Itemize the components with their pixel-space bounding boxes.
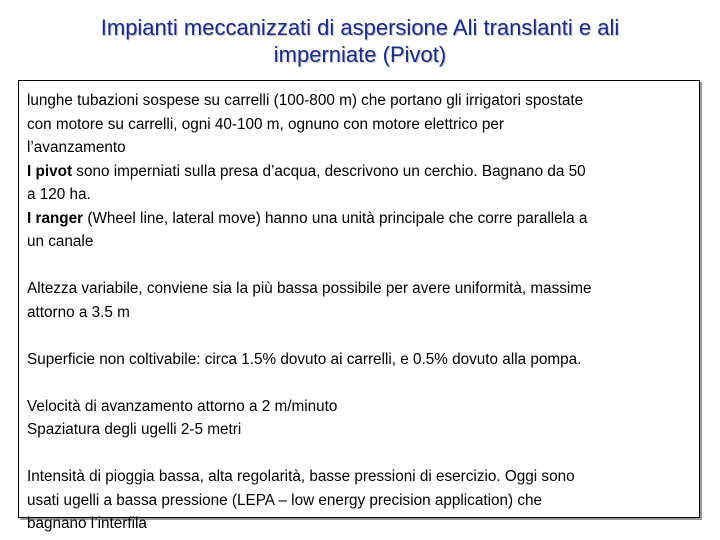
paragraph-superficie [27,348,691,372]
text-line: attorno a 3.5 m [27,303,130,321]
paragraph-spacer [27,324,691,348]
text-line: a 120 ha. [27,186,91,203]
text-line: Intensità di pioggia bassa, alta regolarità, basse pressioni di esercizio. Oggi sono [27,468,575,485]
paragraph-spacer [27,254,691,278]
slide-title [0,14,720,68]
text-line: Velocità di avanzamento attorno a 2 m/minuto [27,397,338,415]
ranger-heading: I ranger [27,209,84,227]
paragraph-spacer [27,442,691,466]
text-line: bagnano l’interfila [27,515,147,532]
text-line: Superficie non coltivabile: circa 1.5% dovuto ai carrelli, e 0.5% dovuto alla pompa. [27,350,582,368]
paragraph-pivot [27,160,691,207]
paragraph-ranger [27,207,691,254]
text-line [27,160,691,184]
text-line: l’avanzamento [27,139,126,156]
ranger-text: (Wheel line, lateral move) hanno una unità principale che corre parallela a [83,209,588,227]
text-line [27,207,691,231]
text-line: Altezza variabile, conviene sia la più bassa possibile per avere uniformità, massime [27,280,592,297]
paragraph-ali-translanti [27,89,691,160]
text-line: lunghe tubazioni sospese su carrelli (100-800 m) che portano gli irrigatori spostate [27,92,584,109]
paragraph-intensita [27,465,691,536]
slide-title-line-1: Impianti meccanizzati di aspersione Ali translanti e ali [100,15,620,40]
slide-title-line-2: imperniate (Pivot) [273,42,447,67]
content-box [18,80,700,532]
paragraph-velocita [27,395,691,442]
pivot-heading: I pivot [27,162,73,180]
text-line: un canale [27,233,94,250]
paragraph-altezza [27,277,691,324]
text-line: con motore su carrelli, ogni 40-100 m, ognuno con motore elettrico per [27,115,505,133]
pivot-text: sono imperniati sulla presa d’acqua, descrivono un cerchio. Bagnano da 50 [72,162,586,180]
paragraph-spacer [27,371,691,395]
text-line: Spaziatura degli ugelli 2-5 metri [27,421,242,438]
text-line: usati ugelli a bassa pressione (LEPA – low energy precision application) che [27,491,543,509]
